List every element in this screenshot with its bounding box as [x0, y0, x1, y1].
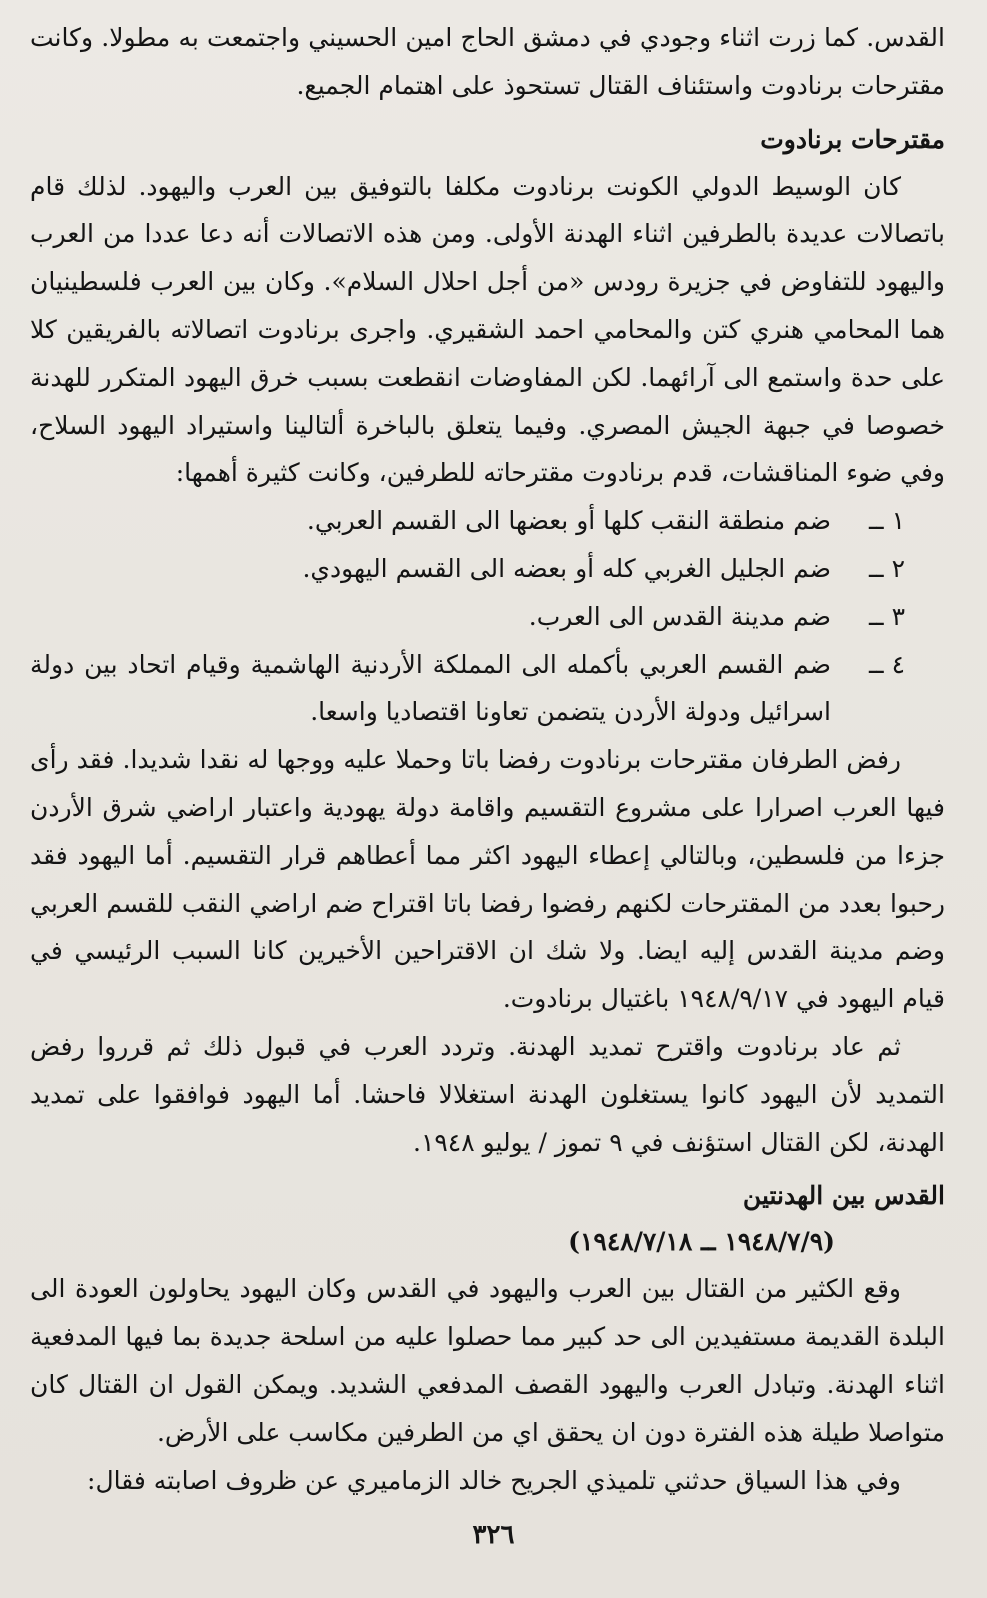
list-item-number: ٢ ــ	[868, 553, 905, 583]
list-item	[30, 641, 905, 737]
list-item-number: ١ ــ	[868, 506, 905, 536]
list-item-text: ضم منطقة النقب كلها أو بعضها الى القسم العربي.	[306, 506, 831, 536]
proposals-list	[30, 497, 945, 736]
bernadotte-paragraph-3: ثم عاد برنادوت واقترح تمديد الهدنة. وتردد العرب في قبول ذلك ثم قرروا رفض التمديد لأن اليهود كانوا يستغلون الهدنة استغلالا فاحشا. أما اليهود فوافقوا على تمديد الهدنة، لكن القتال استؤنف في ٩ تموز / يوليو ١٩٤٨.	[30, 1031, 945, 1157]
section-dates: (١٩٤٨/٧/٩ ــ ١٩٤٨/٧/١٨)	[568, 1227, 835, 1257]
jerusalem-paragraph-2: وفي هذا السياق حدثني تلميذي الجريح خالد الزماميري عن ظروف اصابته فقال:	[87, 1465, 901, 1495]
list-item	[30, 497, 905, 545]
list-item-text: ضم الجليل الغربي كله أو بعضه الى القسم اليهودي.	[302, 553, 831, 583]
list-item-number: ٣ ــ	[868, 601, 905, 631]
section-heading-bernadotte-proposals: مقترحات برنادوت	[760, 124, 945, 154]
bernadotte-paragraph-1: كان الوسيط الدولي الكونت برنادوت مكلفا بالتوفيق بين العرب واليهود. لذلك قام باتصالات عديدة بالطرفين اثناء الهدنة الأولى. ومن هذه الاتصالات أنه دعا عددا من العرب واليهود للتفاوض في جزيرة رودس «من أجل احلال السلام». وكان بين العرب فلسطينيان هما المحامي هنري كتن والمحامي احمد الشقيري. واجرى برنادوت اتصالاته بالفريقين كلا على حدة واستمع الى آرائهما. لكن المفاوضات انقطعت بسبب خرق اليهود المتكرر للهدنة خصوصا في جبهة الجيش المصري. وفيما يتعلق بالباخرة ألتالينا واستيراد اليهود السلاح، وفي ضوء المناقشات، قدم برنادوت مقترحاته للطرفين، وكانت كثيرة أهمها:	[30, 171, 945, 488]
page-number: ٣٢٦	[472, 1520, 515, 1550]
list-item-text: ضم مدينة القدس الى العرب.	[528, 601, 831, 631]
list-item-number: ٤ ــ	[868, 649, 905, 679]
list-item	[30, 545, 905, 593]
list-item	[30, 593, 905, 641]
list-item-text: ضم القسم العربي بأكمله الى المملكة الأردنية الهاشمية وقيام اتحاد بين دولة اسرائيل ودولة الأردن يتضمن تعاونا اقتصاديا واسعا.	[30, 649, 831, 727]
section-heading-jerusalem-between-truces: القدس بين الهدنتين	[742, 1181, 945, 1211]
intro-paragraph: القدس. كما زرت اثناء وجودي في دمشق الحاج امين الحسيني واجتمعت به مطولا. وكانت مقترحات برنادوت واستئناف القتال تستحوذ على اهتمام الجميع.	[30, 23, 945, 100]
jerusalem-paragraph-1: وقع الكثير من القتال بين العرب واليهود في القدس وكان اليهود يحاولون العودة الى البلدة القديمة مستفيدين الى حد كبير مما حصلوا عليه من اسلحة جديدة بما فيها المدفعية اثناء الهدنة. وتبادل العرب واليهود القصف المدفعي الشديد. ويمكن القول ان القتال كان متواصلا طيلة هذه الفترة دون ان يحقق اي من الطرفين مكاسب على الأرض.	[30, 1274, 945, 1447]
bernadotte-paragraph-2: رفض الطرفان مقترحات برنادوت رفضا باتا وحملا عليه ووجها له نقدا شديدا. فقد رأى فيها العرب اصرارا على مشروع التقسيم واقامة دولة يهودية واعتبار اراضي شرق الأردن جزءا من فلسطين، وبالتالي إعطاء اليهود اكثر مما أعطاهم قرار التقسيم. أما اليهود فقد رحبوا بعدد من المقترحات لكنهم رفضوا رفضا باتا اقتراح ضم اراضي النقب للقسم العربي وضم مدينة القدس إليه ايضا. ولا شك ان الاقتراحين الأخيرين كانا السبب الرئيسي في قيام اليهود في ١٩٤٨/٩/١٧ باغتيال برنادوت.	[30, 745, 945, 1014]
